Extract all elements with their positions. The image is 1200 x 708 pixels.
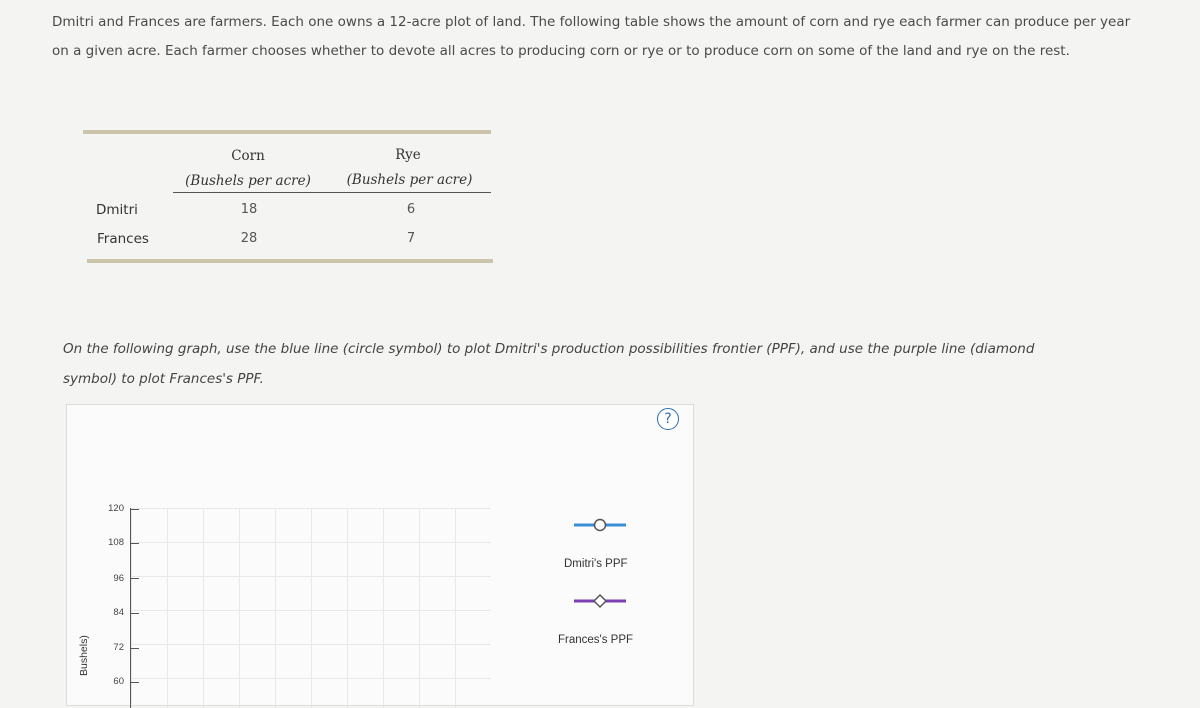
y-tick-mark: [131, 509, 139, 510]
y-tick-mark: [131, 613, 139, 614]
cell-dmitri-rye: 6: [406, 202, 416, 217]
row-label-dmitri: Dmitri: [96, 202, 138, 218]
plot-area[interactable]: [130, 508, 491, 708]
y-tick-mark: [131, 648, 139, 649]
circle-marker: [595, 520, 606, 531]
production-table: [83, 128, 493, 264]
diamond-icon[interactable]: [574, 592, 626, 610]
legend-label-dmitri: Dmitri's PPF: [564, 558, 628, 570]
y-tick-label: 72: [113, 642, 124, 653]
circle-icon[interactable]: [574, 516, 626, 534]
header-rule: [173, 192, 491, 193]
y-tick-mark: [131, 578, 139, 579]
table-bottom-rule: [87, 259, 493, 263]
y-tick-mark: [131, 682, 139, 683]
corn-header: Corn: [231, 148, 265, 164]
y-tick-label: 120: [108, 503, 124, 514]
help-icon[interactable]: ?: [657, 408, 679, 430]
cell-frances-corn: 28: [240, 231, 258, 246]
table-top-rule: [83, 130, 491, 134]
corn-subheader: (Bushels per acre): [185, 173, 311, 189]
y-tick-label: 96: [113, 573, 124, 584]
y-tick-label: 60: [113, 676, 124, 687]
problem-intro: Dmitri and Frances are farmers. Each one owns a 12-acre plot of land. The following table shows the amount of corn and rye each farmer can produce per year on a given acre. Each farmer chooses whether to devote all acres to producing corn or rye or to produce corn on some of the land and rye on the rest.: [52, 14, 1131, 59]
diamond-marker: [594, 595, 606, 607]
y-tick-mark: [131, 543, 139, 544]
y-tick-label: 84: [113, 607, 124, 618]
y-axis-label: Bushels): [78, 635, 90, 676]
cell-dmitri-corn: 18: [240, 202, 258, 217]
legend-label-frances: Frances's PPF: [558, 634, 634, 646]
row-label-frances: Frances: [97, 231, 149, 247]
cell-frances-rye: 7: [406, 231, 416, 246]
rye-header: Rye: [395, 147, 421, 163]
graph-instructions: On the following graph, use the blue line (circle symbol) to plot Dmitri's production possibilities frontier (PPF), and use the purple line (diamond symbol) to plot Frances's PPF.: [63, 341, 1035, 387]
rye-subheader: (Bushels per acre): [346, 172, 473, 188]
y-tick-label: 108: [108, 537, 124, 548]
